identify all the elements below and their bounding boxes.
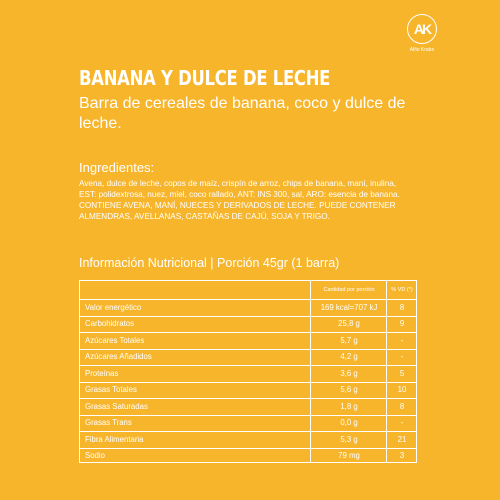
nutrient-qty: 3,6 g: [340, 368, 358, 378]
product-title: BANANA Y DULCE DE LECHE: [79, 66, 331, 90]
nutrient-vd: 8: [399, 302, 405, 312]
table-row: [80, 299, 416, 316]
column-header-vd: % VD (*): [391, 287, 413, 293]
nutrient-label: Fibra Alimentaria: [85, 434, 144, 444]
table-row: [80, 448, 416, 465]
ingredients-text: Avena, dulce de leche, copos de maíz, crispín de arroz, chips de banana, maní, inulina, EST: polidextrosa, nuez, miel, coco rallado, ANT: INS 300, sal, ARO: esencia de banana. CONTIENE AVENA, MANÍ, NUECES Y DERIVADOS DE LECHE. PUEDE CONTENER ALMENDRAS, AVELLANAS, CASTAÑAS DE CAJÚ, SOJA Y TRIGO.: [79, 179, 400, 221]
column-header-qty: Cantidad por porción: [323, 287, 375, 293]
table-row: [80, 316, 416, 333]
nutrient-qty: 1,8 g: [340, 401, 358, 411]
logo-monogram: AK: [407, 14, 437, 44]
nutrient-label: Azúcares Añadidos: [85, 352, 152, 362]
nutrient-label: Valor energético: [85, 302, 142, 312]
nutrient-vd: 10: [397, 385, 407, 395]
nutrient-qty: 25,8 g: [338, 319, 360, 329]
nutrient-vd: -: [400, 335, 404, 345]
table-row: [80, 415, 416, 432]
nutrient-label: Grasas Saturadas: [85, 401, 148, 411]
nutrient-vd: 21: [397, 434, 407, 444]
ingredients-heading: Ingredientes:: [79, 160, 155, 175]
logo-text: Alfio Krabe: [409, 47, 435, 53]
brand-logo: [402, 14, 442, 60]
nutrient-label: Azúcares Totales: [85, 335, 145, 345]
table-header-row: [80, 281, 416, 299]
nutrient-label: Grasas Totales: [85, 385, 137, 395]
nutrient-qty: 5,6 g: [340, 385, 358, 395]
nutrient-label: Sodio: [85, 451, 105, 461]
table-row: [80, 382, 416, 399]
nutrient-vd: 9: [399, 319, 405, 329]
nutrient-label: Proteínas: [85, 368, 119, 378]
table-row: [80, 398, 416, 415]
nutrient-qty: 4,2 g: [340, 352, 358, 362]
table-row: [80, 431, 416, 448]
nutrient-label: Grasas Trans: [85, 418, 132, 428]
table-row: [80, 365, 416, 382]
nutrient-qty: 79 mg: [338, 451, 360, 461]
nutrient-qty: 0,0 g: [340, 418, 358, 428]
nutrient-vd: 3: [399, 451, 405, 461]
nutrient-vd: 8: [399, 401, 405, 411]
nutrient-qty: 5,7 g: [340, 335, 358, 345]
nutrient-vd: -: [400, 352, 404, 362]
nutrition-heading: Información Nutricional | Porción 45gr (1 barra): [79, 256, 340, 270]
nutrient-vd: -: [400, 418, 404, 428]
nutrition-table: [79, 280, 417, 463]
nutrient-qty: 5,3 g: [340, 434, 358, 444]
nutrient-vd: 5: [399, 368, 405, 378]
product-subtitle: Barra de cereales de banana, coco y dulce de leche.: [79, 95, 406, 132]
nutrient-qty: 169 kcal=707 kJ: [320, 302, 378, 312]
nutrient-label: Carbohidratos: [85, 319, 134, 329]
table-row: [80, 349, 416, 366]
table-row: [80, 332, 416, 349]
